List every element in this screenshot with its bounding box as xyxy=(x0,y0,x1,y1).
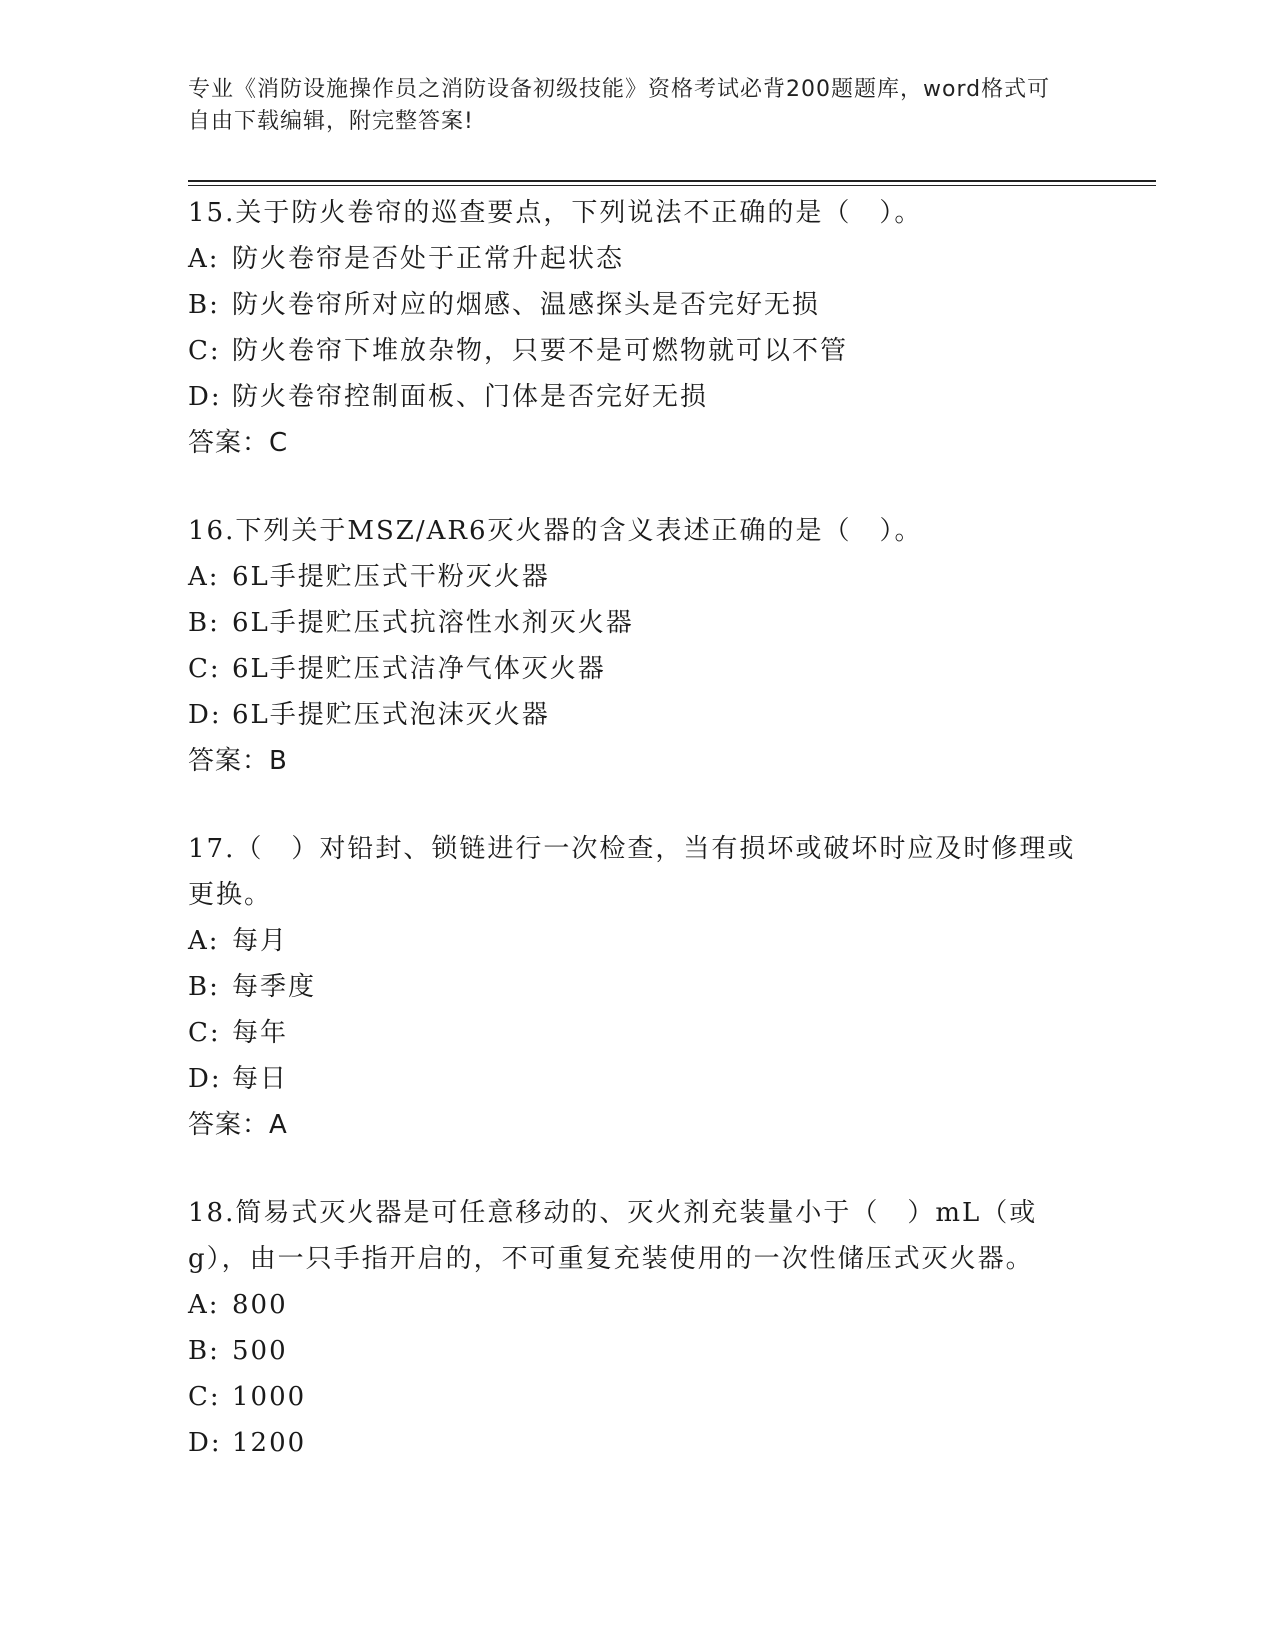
option-text: 6L手提贮压式泡沫灭火器 xyxy=(232,700,550,730)
option-text: 防火卷帘是否处于正常升起状态 xyxy=(232,244,625,274)
option-text: 6L手提贮压式洁净气体灭火器 xyxy=(232,654,606,684)
option-text: 防火卷帘所对应的烟感、温感探头是否完好无损 xyxy=(232,290,821,320)
option-c xyxy=(188,1010,1088,1056)
option-c xyxy=(188,1374,1088,1420)
option-b xyxy=(188,282,1088,328)
option-d xyxy=(188,692,1088,738)
option-text: 每季度 xyxy=(232,972,317,1002)
option-a xyxy=(188,918,1088,964)
option-letter: D: xyxy=(188,382,222,412)
question-list xyxy=(188,190,1088,1508)
option-letter: A: xyxy=(188,1290,220,1320)
question-stem: 15.关于防火卷帘的巡查要点，下列说法不正确的是（ ）。 xyxy=(188,198,923,228)
header-rule-thick xyxy=(188,180,1156,182)
option-text: 每月 xyxy=(232,926,289,956)
question-15 xyxy=(188,190,1088,466)
option-text: 1000 xyxy=(232,1382,307,1412)
question-17 xyxy=(188,826,1088,1148)
option-letter: B: xyxy=(188,1336,220,1366)
answer-line: 答案：A xyxy=(188,1110,288,1140)
option-text: 800 xyxy=(232,1290,288,1320)
option-letter: C: xyxy=(188,336,221,366)
option-letter: B: xyxy=(188,608,220,638)
option-text: 500 xyxy=(232,1336,288,1366)
option-letter: A: xyxy=(188,244,220,274)
option-b xyxy=(188,1328,1088,1374)
option-d xyxy=(188,374,1088,420)
question-stem: 18.简易式灭火器是可任意移动的、灭火剂充装量小于（ ）mL（或g），由一只手指开启的，不可重复充装使用的一次性储压式灭火器。 xyxy=(188,1198,1038,1274)
option-text: 1200 xyxy=(232,1428,307,1458)
option-letter: A: xyxy=(188,926,220,956)
option-letter: B: xyxy=(188,972,220,1002)
option-letter: D: xyxy=(188,700,222,730)
option-letter: C: xyxy=(188,1018,221,1048)
answer-line: 答案：B xyxy=(188,746,288,776)
option-d xyxy=(188,1056,1088,1102)
option-b xyxy=(188,964,1088,1010)
option-text: 每年 xyxy=(232,1018,289,1048)
option-letter: B: xyxy=(188,290,220,320)
option-letter: D: xyxy=(188,1064,222,1094)
option-a xyxy=(188,236,1088,282)
document-header: 专业《消防设施操作员之消防设备初级技能》资格考试必背200题题库，word格式可自由下载编辑，附完整答案! xyxy=(188,77,1051,134)
header-rule-thin xyxy=(188,185,1156,186)
option-d xyxy=(188,1420,1088,1466)
option-text: 6L手提贮压式抗溶性水剂灭火器 xyxy=(232,608,634,638)
option-letter: A: xyxy=(188,562,220,592)
option-text: 6L手提贮压式干粉灭火器 xyxy=(232,562,550,592)
option-a xyxy=(188,1282,1088,1328)
option-text: 防火卷帘控制面板、门体是否完好无损 xyxy=(232,382,709,412)
option-text: 每日 xyxy=(232,1064,289,1094)
option-letter: C: xyxy=(188,654,221,684)
option-letter: C: xyxy=(188,1382,221,1412)
question-stem: 17.（ ）对铅封、锁链进行一次检查，当有损坏或破坏时应及时修理或更换。 xyxy=(188,834,1076,910)
option-a xyxy=(188,554,1088,600)
option-letter: D: xyxy=(188,1428,222,1458)
answer-line: 答案：C xyxy=(188,428,289,458)
question-16 xyxy=(188,508,1088,784)
option-b xyxy=(188,600,1088,646)
option-c xyxy=(188,646,1088,692)
question-stem: 16.下列关于MSZ/AR6灭火器的含义表述正确的是（ ）。 xyxy=(188,516,923,546)
question-18 xyxy=(188,1190,1088,1466)
option-c xyxy=(188,328,1088,374)
option-text: 防火卷帘下堆放杂物，只要不是可燃物就可以不管 xyxy=(232,336,849,366)
